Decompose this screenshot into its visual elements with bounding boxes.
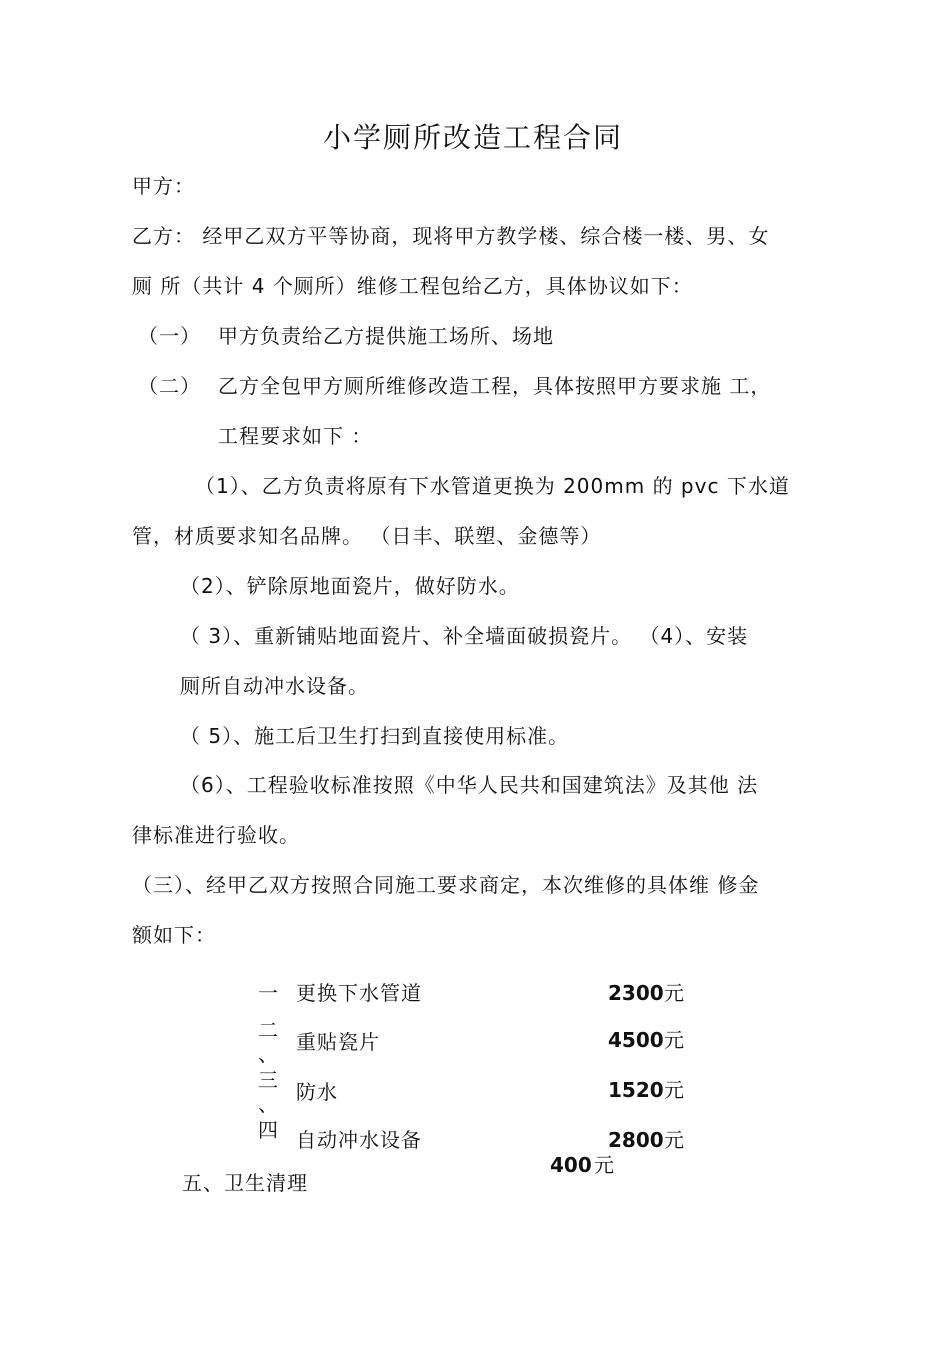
item-5: （ 5）、施工后卫生打扫到直接使用标准。 — [180, 724, 570, 748]
cost-unit: 元 — [664, 1128, 685, 1152]
item-1-line-2: 管，材质要求知名品牌。 （日丰、联塑、金德等） — [132, 524, 602, 548]
cost-amount: 4500 — [608, 1028, 664, 1052]
cost-item: 自动冲水设备 — [296, 1128, 422, 1152]
clause-2-text: 乙方全包甲方厕所维修改造工程，具体按照甲方要求施 工， — [218, 374, 772, 398]
clause-3-line-2: 额如下： — [132, 923, 216, 947]
cost-unit: 元 — [664, 1028, 685, 1052]
cost-unit: 元 — [664, 981, 685, 1005]
cost-item: 更换下水管道 — [296, 981, 422, 1005]
cost-item: 防水 — [296, 1080, 338, 1104]
cost-marker: 四 — [258, 1118, 279, 1142]
clause-3-line-1: （三）、经甲乙双方按照合同施工要求商定，本次维修的具体维 修金 — [132, 873, 760, 897]
party-b-line: 乙方： 经甲乙双方平等协商，现将甲方教学楼、综合楼一楼、男、女 — [132, 224, 770, 248]
cost-marker: 一 — [258, 981, 279, 1005]
document-title: 小学厕所改造工程合同 — [323, 121, 624, 154]
scope-line: 厕 所（共计 4 个厕所）维修工程包给乙方，具体协议如下： — [132, 274, 693, 298]
clause-1-marker: （一） — [138, 324, 201, 348]
cost-marker-comma: 、 — [258, 1092, 279, 1116]
cost-item-last: 五、卫生清理 — [182, 1171, 308, 1195]
cost-amount: 1520 — [608, 1078, 664, 1102]
item-6-line-1: （6）、工程验收标准按照《中华人民共和国建筑法》及其他 法 — [180, 773, 759, 797]
party-a-label: 甲方： — [132, 174, 195, 198]
cost-amount-last: 400 — [550, 1153, 592, 1177]
cost-item: 重贴瓷片 — [296, 1030, 380, 1054]
cost-marker: 三 — [258, 1068, 279, 1092]
item-2: （2）、铲除原地面瓷片，做好防水。 — [180, 574, 520, 598]
cost-marker-comma: 、 — [258, 1042, 279, 1066]
cost-unit-last: 元 — [594, 1153, 615, 1177]
item-1-line-1: （1）、乙方负责将原有下水管道更换为 200mm 的 pvc 下水道 — [195, 474, 790, 498]
item-6-line-2: 律标准进行验收。 — [132, 823, 300, 847]
cost-unit: 元 — [664, 1078, 685, 1102]
cost-amount: 2300 — [608, 981, 664, 1005]
cost-amount: 2800 — [608, 1128, 664, 1152]
clause-2-marker: （二） — [138, 374, 201, 398]
item-3-4-line-1: （ 3）、重新铺贴地面瓷片、补全墙面破损瓷片。 （4）、安装 — [180, 624, 749, 648]
clause-1-text: 甲方负责给乙方提供施工场所、场地 — [218, 324, 554, 348]
clause-2-continuation: 工程要求如下 ： — [218, 424, 373, 448]
item-4-line-2: 厕所自动冲水设备。 — [180, 674, 369, 698]
cost-marker: 二 — [258, 1018, 279, 1042]
